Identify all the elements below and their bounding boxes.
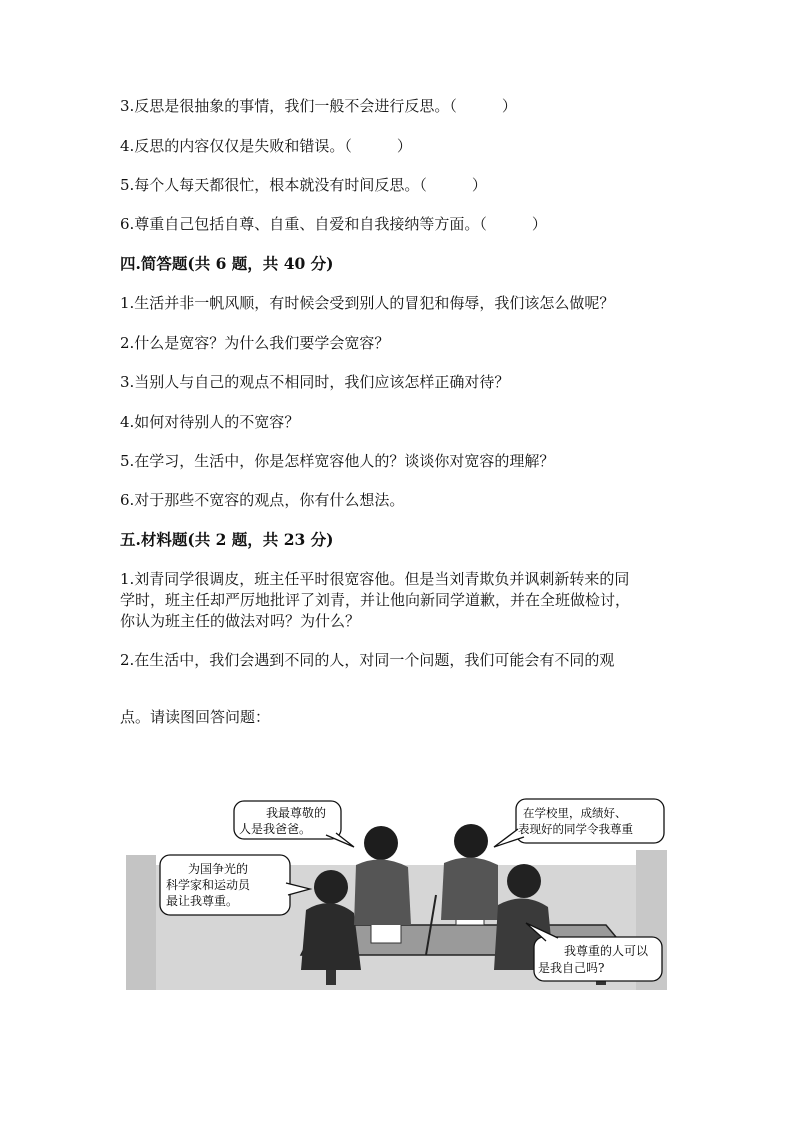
question-4-3: 3.当别人与自己的观点不相同时，我们应该怎样正确对待？ <box>120 373 510 391</box>
classroom-discussion-illustration <box>126 795 667 990</box>
speech-bubble-top-left <box>234 801 354 847</box>
question-4-5: 5.在学习，生活中，你是怎样宽容他人的？谈谈你对宽容的理解？ <box>120 452 555 470</box>
question-4-4: 4.如何对待别人的不宽容？ <box>120 413 300 431</box>
speech-bubble-left <box>160 855 310 915</box>
student-figure-left-back <box>354 826 411 925</box>
section4-title: 四.简答题(共 6 题，共 40 分) <box>120 254 334 273</box>
question-5-1-line3: 你认为班主任的做法对吗？为什么？ <box>120 612 361 630</box>
question-3-4: 4.反思的内容仅仅是失败和错误。（ ） <box>120 137 412 155</box>
bubble-text: 在学校里，成绩好、 <box>523 806 627 820</box>
speech-bubble-top-right <box>494 799 664 847</box>
student-figure-right-back <box>441 824 498 920</box>
bubble-text: 表现好的同学令我尊重 <box>518 822 633 836</box>
bubble-text: 是我自己吗? <box>538 961 605 975</box>
section5-title: 五.材料题(共 2 题，共 23 分) <box>120 530 334 549</box>
bubble-text: 我尊重的人可以 <box>564 944 649 958</box>
question-3-6: 6.尊重自己包括自尊、自重、自爱和自我接纳等方面。（ ） <box>120 215 547 233</box>
question-5-1-line1: 1.刘青同学很调皮，班主任平时很宽容他。但是当刘青欺负并讽刺新转来的同 <box>120 570 630 588</box>
question-5-2-line2: 点。请读图回答问题： <box>120 708 271 726</box>
bubble-text: 科学家和运动员 <box>166 878 251 892</box>
question-4-6: 6.对于那些不宽容的观点，你有什么想法。 <box>120 491 405 509</box>
bubble-text: 为国争光的 <box>188 862 249 876</box>
bubble-text: 最让我尊重。 <box>166 894 239 908</box>
question-4-1: 1.生活并非一帆风顺，有时候会受到别人的冒犯和侮辱，我们该怎么做呢？ <box>120 294 615 312</box>
question-5-1-line2: 学时，班主任却严厉地批评了刘青，并让他向新同学道歉，并在全班做检讨， <box>120 591 631 609</box>
bubble-text: 人是我爸爸。 <box>239 822 312 836</box>
question-3-3: 3.反思是很抽象的事情，我们一般不会进行反思。（ ） <box>120 97 517 115</box>
question-5-2-line1: 2.在生活中，我们会遇到不同的人，对同一个问题，我们可能会有不同的观 <box>120 651 615 669</box>
question-3-5: 5.每个人每天都很忙，根本就没有时间反思。（ ） <box>120 176 487 194</box>
bubble-text: 我最尊敬的 <box>266 806 327 820</box>
question-4-2: 2.什么是宽容？为什么我们要学会宽容？ <box>120 334 390 352</box>
